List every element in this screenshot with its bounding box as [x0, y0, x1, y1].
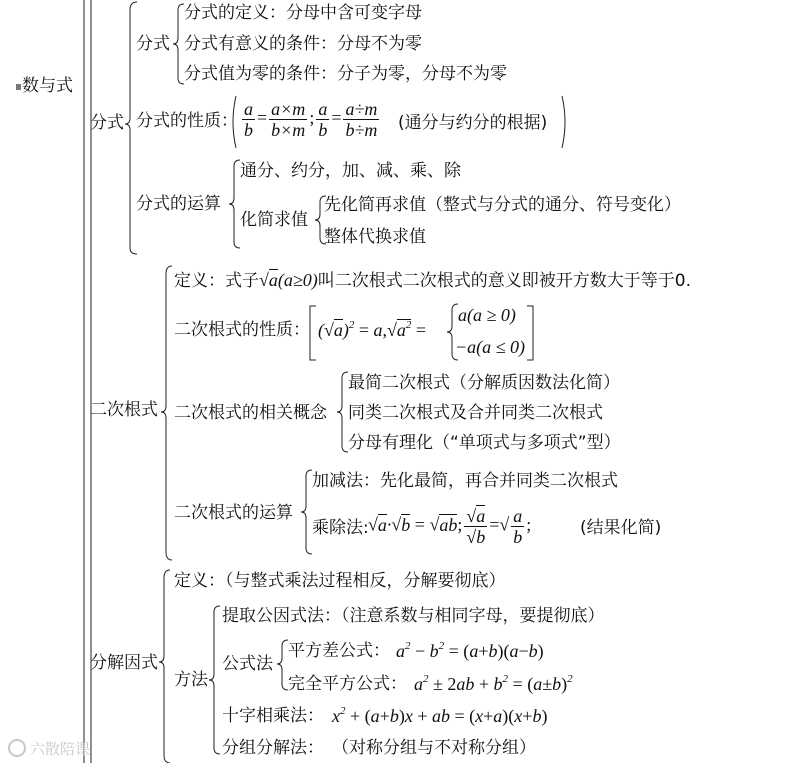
radical-brace	[161, 266, 172, 560]
radical-def: 定义：式子√a(a≥0)叫二次根式二次根式的意义即被开方数大于等于0.	[174, 270, 691, 291]
radical-property-formula-1: $(√a)^2 = a,√a^2$ =	[318, 319, 427, 340]
radical-def-post: 叫二次根式二次根式的意义即被开方数大于等于0.	[317, 271, 691, 291]
ops-brace	[229, 160, 240, 248]
radical-property-case-1: a(a ≥ 0)	[458, 305, 516, 325]
fenshi-property-note: (通分与约分的根据)	[398, 113, 548, 133]
radical-mul-div-label: 乘除法:	[312, 518, 369, 538]
watermark-text: 六散陪课	[30, 740, 91, 758]
factor-common: 提取公因式法：（注意系数与相同字母，要提彻底）	[222, 606, 605, 626]
factor-group-note: （对称分组与不对称分组）	[332, 738, 536, 758]
factor-diff-sq-label: 平方差公式：	[288, 641, 390, 661]
fenshi-zero: 分式值为零的条件：分子为零，分母不为零	[184, 64, 507, 84]
factor-cross-formula: $x^2 + (a+b)x$ + ab = (x+a)(x+b)	[332, 705, 548, 726]
fenshi-ops-basic: 通分、约分，加、减、乘、除	[240, 161, 461, 181]
radical-ops-label: 二次根式的运算	[174, 503, 293, 523]
factor-cross-label: 十字相乘法：	[222, 706, 324, 726]
radical-property-case-2: −a(a ≤ 0)	[455, 337, 526, 357]
radical-concept-1: 最简二次根式（分解质因数法化简）	[348, 373, 620, 393]
watermark-logo-icon	[8, 739, 26, 757]
root-label: 数与式	[22, 76, 73, 96]
factor-diff-sq-formula: $a^2 - b^2 = (a+b)(a-b)$	[396, 640, 544, 661]
factor-formula-label: 公式法	[222, 654, 273, 674]
fenshi-label: 分式	[90, 113, 124, 133]
radical-def-pre: 定义：式子	[174, 271, 259, 291]
radops-brace	[301, 470, 312, 554]
radical-add-sub: 加减法：先化最简，再合并同类二次根式	[312, 471, 618, 491]
method-brace	[209, 606, 220, 754]
factor-method-label: 方法	[174, 670, 208, 690]
prop-lbracket	[310, 306, 316, 360]
bullet-marker	[16, 84, 21, 90]
fenshi-property-formula: $\frac{a}{b}$ = $\frac{a\times m}{b\times m}$ ; $\frac{a}{b}$ = $\frac{a\div m}{b\div m}$	[244, 99, 378, 140]
fenshi-meaningful: 分式有意义的条件：分母不为零	[184, 34, 422, 54]
radical-property-label: 二次根式的性质：	[174, 320, 310, 340]
factor-label: 分解因式	[90, 653, 158, 673]
radical-mul-div-formula: √a·√b = √ab; $\frac{√a}{√b}$ =√ $\frac{a}{b}$ ;	[368, 506, 532, 547]
formula-brace	[277, 640, 288, 690]
fenshi-def-group-label: 分式	[136, 34, 170, 54]
factor-perfect-sq-formula: $a^2 \pm 2ab + b^2 = (a\pm b)^2$	[414, 673, 573, 694]
factor-perfect-sq-label: 完全平方公式：	[288, 674, 407, 694]
concepts-brace	[337, 372, 348, 452]
fenshi-property-label: 分式的性质：	[136, 111, 238, 131]
factor-def: 定义：（与整式乘法过程相反，分解要彻底）	[174, 571, 506, 591]
def-brace	[173, 4, 184, 84]
prop-rparen	[562, 96, 565, 148]
radical-concept-2: 同类二次根式及合并同类二次根式	[348, 403, 603, 423]
radical-label: 二次根式	[90, 400, 158, 420]
fenshi-simplify-2: 整体代换求值	[324, 227, 426, 247]
watermark	[8, 738, 90, 759]
radical-concepts-label: 二次根式的相关概念	[174, 403, 327, 423]
radical-concept-3: 分母有理化（“单项式与多项式”型）	[348, 433, 621, 453]
fenshi-def: 分式的定义：分母中含可变字母	[184, 3, 422, 23]
fenshi-simplify-1: 先化简再求值（整式与分式的通分、符号变化）	[324, 195, 681, 215]
factor-brace	[159, 570, 170, 763]
fenshi-ops-label: 分式的运算	[136, 194, 221, 214]
prop-rbracket	[527, 306, 533, 360]
radical-mul-div-note: (结果化简)	[580, 518, 662, 538]
factor-group-label: 分组分解法：	[222, 738, 324, 758]
fenshi-simplify-label: 化简求值	[240, 210, 308, 230]
